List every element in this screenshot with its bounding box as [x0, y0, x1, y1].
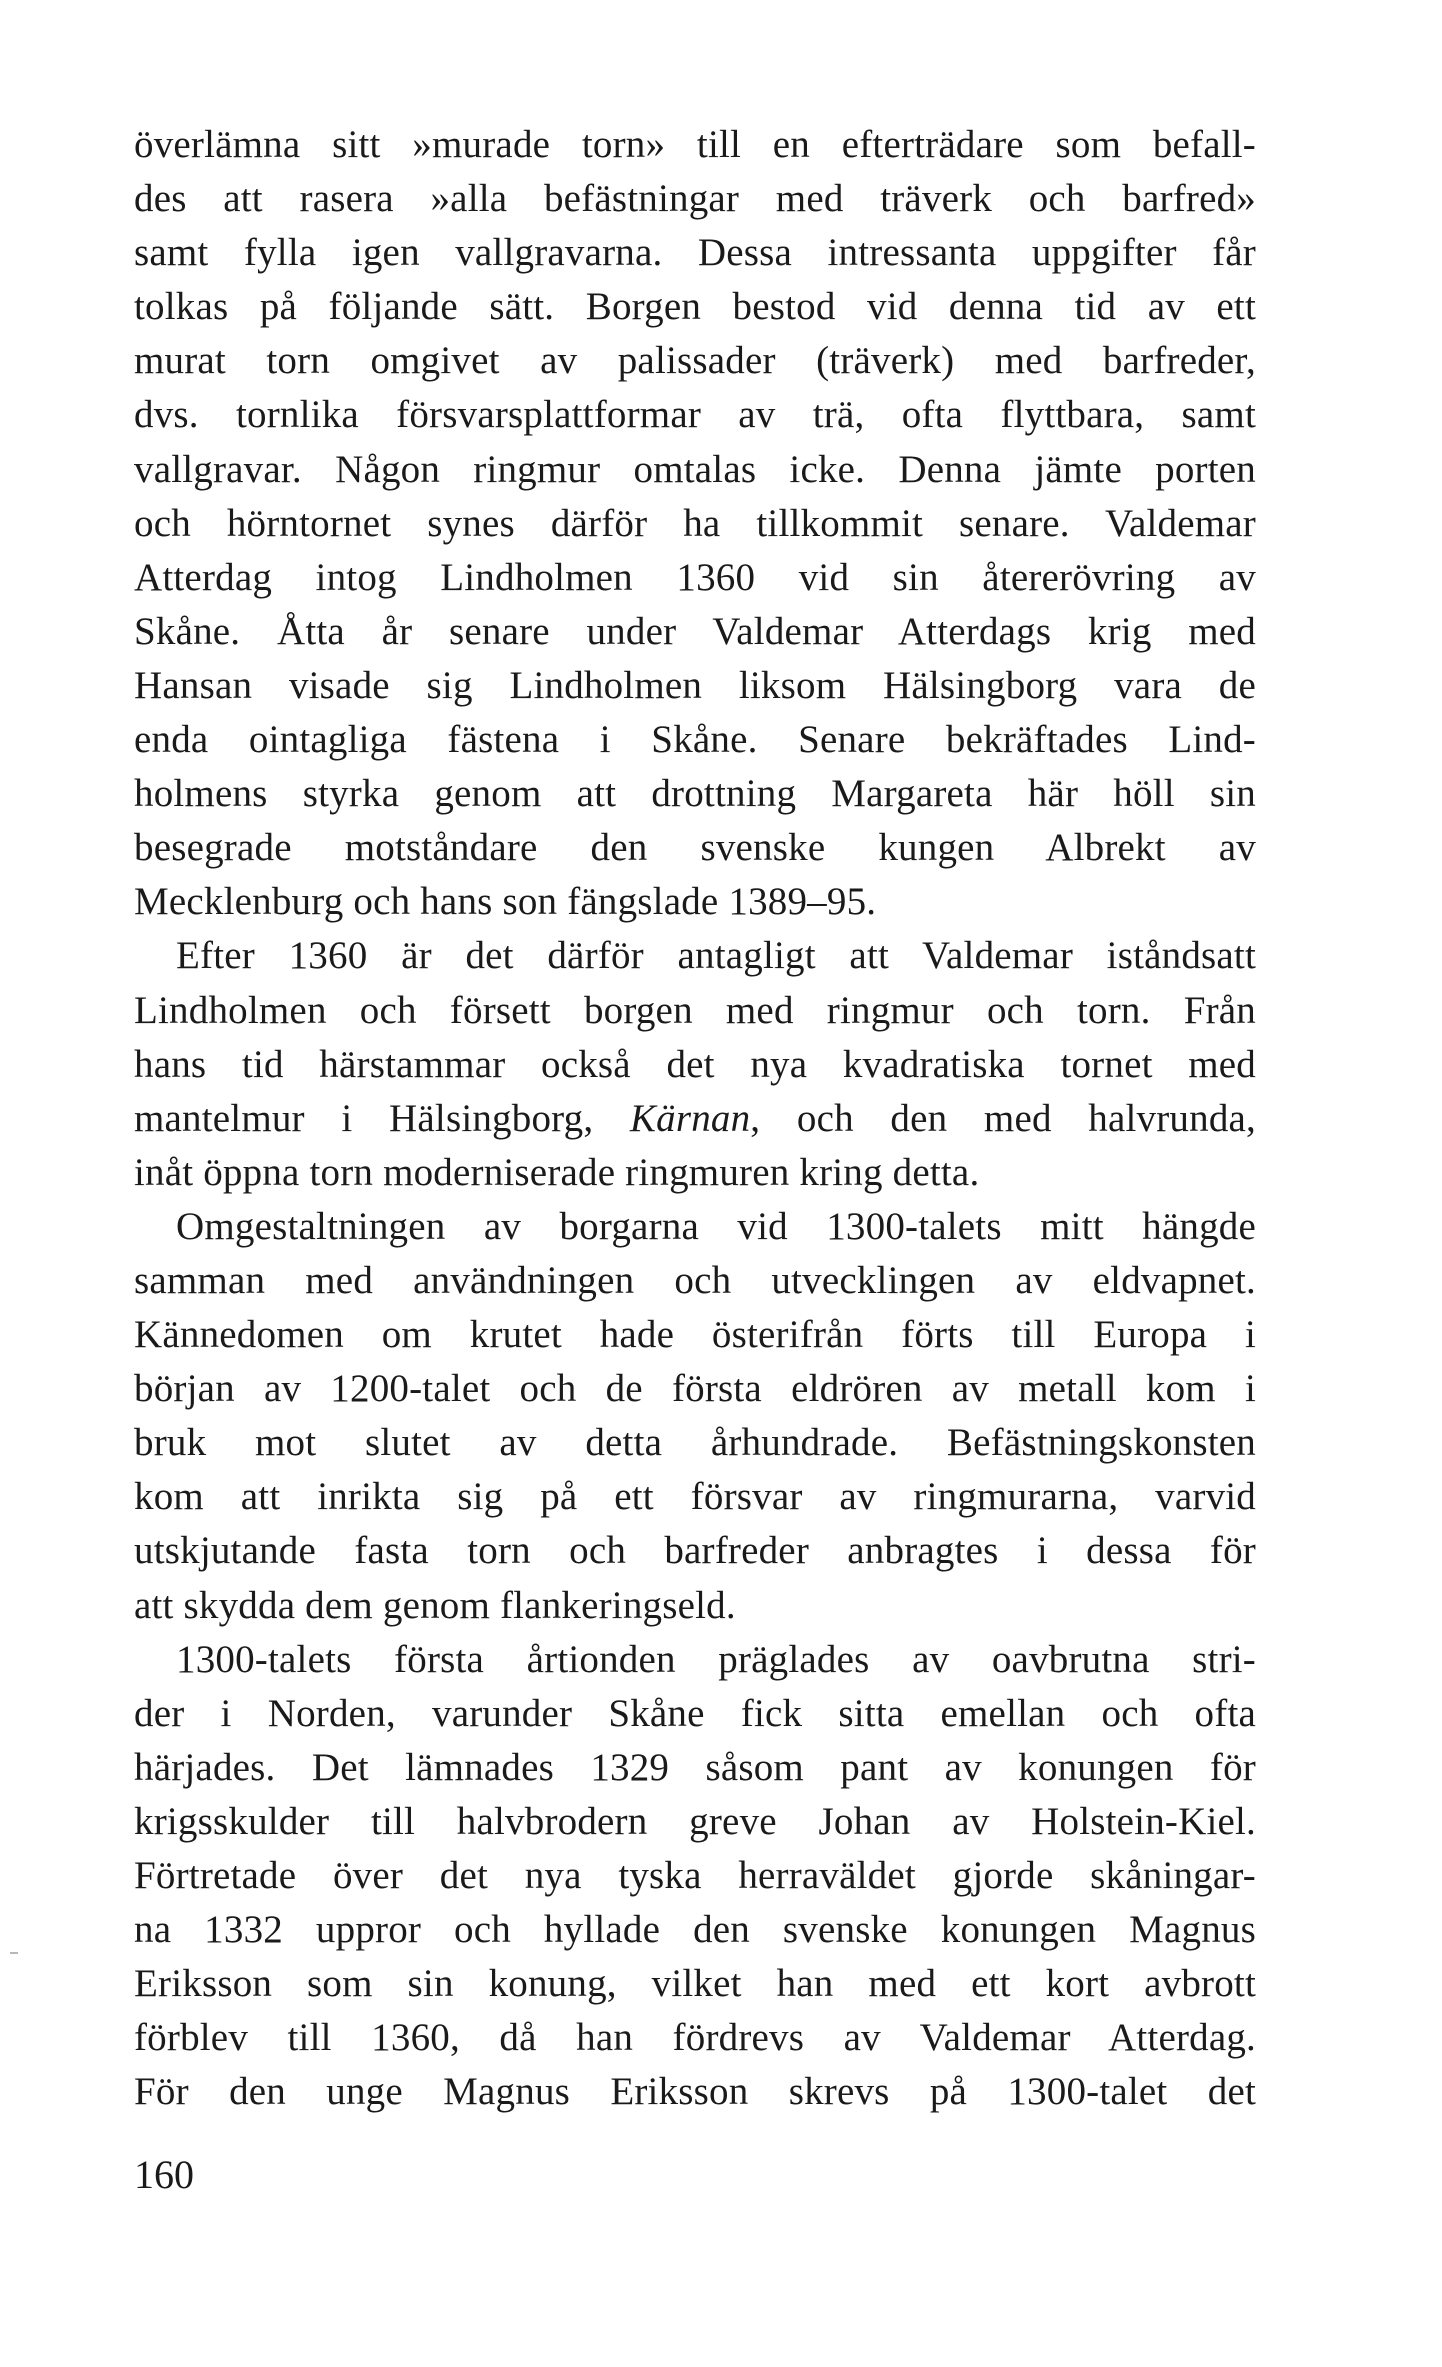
text-line: Eriksson som sin konung, vilket han med ett kort avbrott — [134, 1962, 1256, 2006]
text-line: överlämna sitt »murade torn» till en efterträdare som befall- — [134, 123, 1256, 166]
text-line: Kännedomen om krutet hade österifrån förts till Europa i — [134, 1313, 1256, 1357]
margin-mark — [10, 1952, 18, 1954]
text-line: 1300-talets första årtionden präglades av oavbrutna stri- — [176, 1637, 1256, 1681]
text-line: hans tid härstammar också det nya kvadratiska tornet med — [134, 1042, 1256, 1086]
text-line: Efter 1360 är det därför antagligt att Valdemar iståndsatt — [176, 934, 1256, 978]
text-line: att skydda dem genom flankeringseld. — [134, 1583, 736, 1627]
text-line: Lindholmen och försett borgen med ringmur och torn. Från — [134, 988, 1256, 1032]
text-line: krigsskulder till halvbrodern greve Johan av Holstein-Kiel. — [134, 1799, 1256, 1843]
text-line: bruk mot slutet av detta århundrade. Befästningskonsten — [134, 1421, 1256, 1465]
text-line: utskjutande fasta torn och barfreder anbragtes i dessa för — [134, 1529, 1256, 1573]
text-line: der i Norden, varunder Skåne fick sitta emellan och ofta — [134, 1691, 1256, 1735]
text-line: murat torn omgivet av palissader (träverk) med barfreder, — [134, 339, 1256, 383]
text-line: kom att inrikta sig på ett försvar av ringmurarna, varvid — [134, 1475, 1256, 1519]
text-line: tolkas på följande sätt. Borgen bestod vid denna tid av ett — [134, 285, 1256, 329]
page-number: 160 — [134, 2152, 194, 2197]
text-line: des att rasera »alla befästningar med träverk och barfred» — [134, 177, 1256, 221]
text-line: vallgravar. Någon ringmur omtalas icke. Denna jämte porten — [134, 447, 1256, 491]
italic-term: Kärnan — [629, 1096, 751, 1140]
text-line: Hansan visade sig Lindholmen liksom Hälsingborg vara de — [134, 663, 1256, 707]
text-line: na 1332 uppror och hyllade den svenske konungen Magnus — [134, 1908, 1256, 1952]
text-line: början av 1200-talet och de första eldrören av metall kom i — [134, 1367, 1256, 1411]
text-line: besegrade motståndare den svenske kungen Albrekt av — [134, 826, 1256, 870]
text-line: enda ointagliga fästena i Skåne. Senare bekräftades Lind- — [134, 718, 1256, 762]
text-line: förblev till 1360, då han fördrevs av Valdemar Atterdag. — [134, 2016, 1256, 2060]
text-line: Förtretade över det nya tyska herraväldet gjorde skåningar- — [134, 1854, 1256, 1897]
text-line: och hörntornet synes därför ha tillkommit senare. Valdemar — [134, 501, 1256, 545]
body-text — [134, 118, 1256, 2119]
text-line: samt fylla igen vallgravarna. Dessa intressanta uppgifter får — [134, 231, 1256, 275]
text-line: Mecklenburg och hans son fängslade 1389–95. — [134, 880, 877, 924]
text-line: Atterdag intog Lindholmen 1360 vid sin återerövring av — [134, 555, 1256, 599]
text-line: holmens styrka genom att drottning Margareta här höll sin — [134, 772, 1256, 816]
text-line: inåt öppna torn moderniserade ringmuren kring detta. — [134, 1150, 980, 1194]
text-line: mantelmur i Hälsingborg, Kärnan, och den med halvrunda, — [134, 1096, 1256, 1140]
text-line: Skåne. Åtta år senare under Valdemar Atterdags krig med — [134, 609, 1256, 653]
text-line: härjades. Det lämnades 1329 såsom pant av konungen för — [134, 1745, 1256, 1789]
text-line: För den unge Magnus Eriksson skrevs på 1300-talet det — [134, 2070, 1256, 2114]
text-line: dvs. tornlika försvarsplattformar av trä, ofta flyttbara, samt — [134, 393, 1256, 437]
text-line: Omgestaltningen av borgarna vid 1300-talets mitt hängde — [176, 1204, 1256, 1248]
text-line: samman med användningen och utvecklingen av eldvapnet. — [134, 1258, 1256, 1302]
